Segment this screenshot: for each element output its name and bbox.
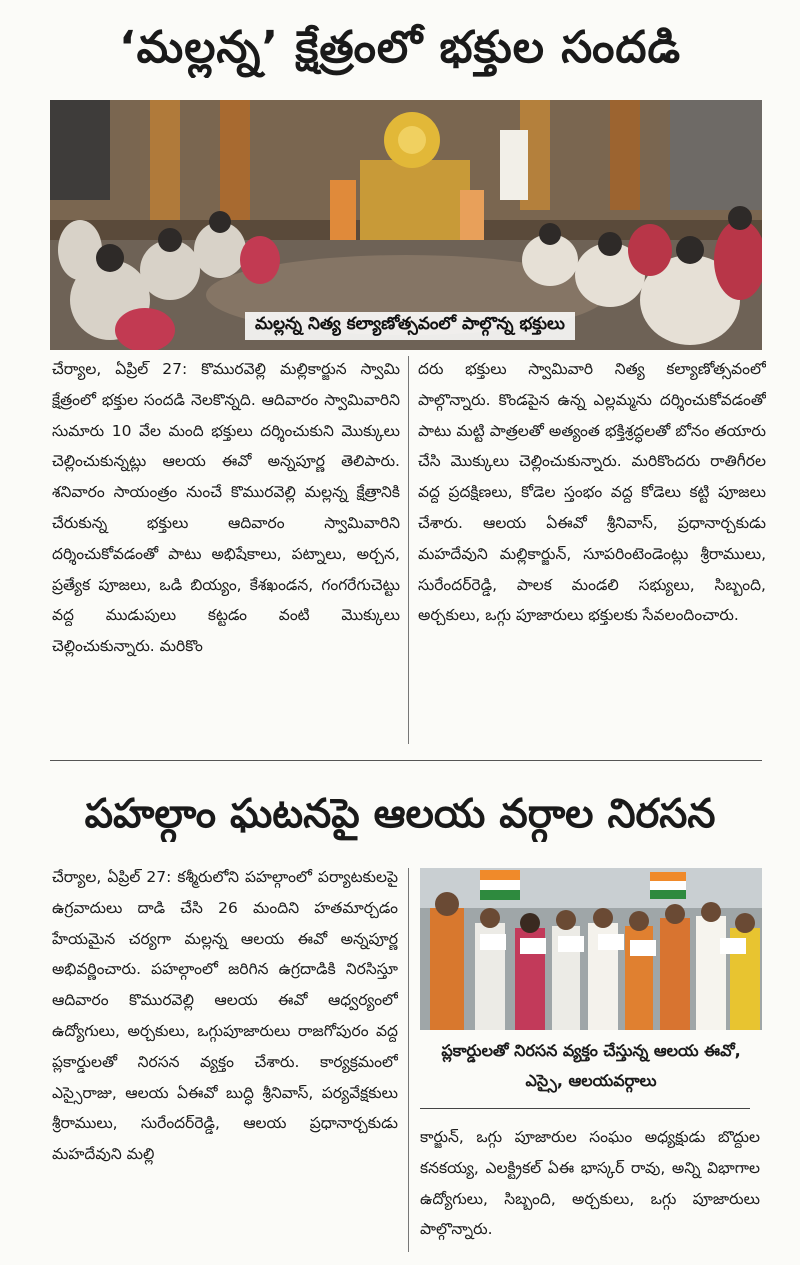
article-2-photo-caption: ప్లకార్డులతో నిరసన వ్యక్తం చేస్తున్న ఆలయ ఈవో, ఎస్సై, ఆలయవర్గాలు: [441, 1041, 741, 1090]
column-divider: [408, 868, 409, 1252]
article-separator: [50, 760, 762, 761]
article-1-body-column-2: దరు భక్తులు స్వామివారి నిత్య కల్యాణోత్సవంలో పాల్గొన్నారు. కొండపైన ఉన్న ఎల్లమ్మను దర్శించుకోవడంతో పాటు మట్టి పాత్రలతో అత్యంత భక్తిశ్రద్ధలతో బోనం తయారు చేసి మొక్కులు చెల్లించుకున్నారు. మరికొందరు రాతిగీరల వద్ద ప్రదక్షిణలు, కోడెల స్తంభం వద్ద కోడెలు కట్టి పూజలు చేశారు. ఆలయ ఏఈవో శ్రీనివాస్, ప్రధానార్చకుడు మహదేవుని మల్లికార్జున్, సూపరింటెండెంట్లు శ్రీరాములు, సురేందర్‌రెడ్డి, పాలక మండలి సభ్యులు, సిబ్బంది, అర్చకులు, ఒగ్గు పూజారులు భక్తులకు సేవలందించారు.: [418, 360, 766, 625]
article-1-body-column-1: చేర్యాల, ఏప్రిల్ 27: కొమురవెల్లి మల్లికార్జున స్వామి క్షేత్రంలో భక్తుల సందడి నెలకొన్నది. ఆదివారం స్వామివారిని సుమారు 10 వేల మంది భక్తులు దర్శించుకుని మొక్కులు చెల్లించుకున్నట్లు ఆలయ ఈవో అన్నపూర్ణ తెలిపారు. శనివారం సాయంత్రం నుంచే కొమురవెల్లి మల్లన్న క్షేత్రానికి చేరుకున్న భక్తులు ఆదివారం స్వామివారిని దర్శించుకోవడంతో పాటు అభిషేకాలు, పట్నాలు, అర్చన, ప్రత్యేక పూజలు, ఒడి బియ్యం, కేశఖండన, గంగరేగుచెట్టు వద్ద ముడుపులు కట్టడం వంటి మొక్కులు చెల్లించుకున్నారు. మరికొం: [52, 360, 400, 656]
article-1-photo: [50, 100, 762, 350]
article-2-photo: [420, 868, 762, 1030]
protest-group-image: [420, 868, 762, 1030]
article-1-headline: ‘మల్లన్న’ క్షేత్రంలో భక్తుల సందడి: [118, 22, 682, 73]
column-divider: [408, 356, 409, 744]
caption-rule: [420, 1108, 750, 1109]
article-2-body-column-2: కార్జున్, ఒగ్గు పూజారుల సంఘం అధ్యక్షుడు బొద్దుల కనకయ్య, ఎలక్ట్రికల్ ఏఈ భాస్కర్ రావు, అన్ని విభాగాల ఉద్యోగులు, సిబ్బంది, అర్చకులు, ఒగ్గు పూజారులు పాల్గొన్నారు.: [420, 1128, 760, 1239]
article-2-body-column-1: చేర్యాల, ఏప్రిల్ 27: కశ్మీరులోని పహల్గాంలో పర్యాటకులపై ఉగ్రవాదులు దాడి చేసి 26 మందిని హతమార్చడం హేయమైన చర్యగా మల్లన్న ఆలయ ఈవో అన్నపూర్ణ అభివర్ణించారు. పహల్గాంలో జరిగిన ఉగ్రదాడికి నిరసిస్తూ ఆదివారం కొమురవెల్లి ఆలయ ఈవో ఆధ్వర్యంలో ఉద్యోగులు, అర్చకులు, ఒగ్గుపూజారులు రాజగోపురం వద్ద ప్లకార్డులతో నిరసన వ్యక్తం చేశారు. కార్యక్రమంలో ఎస్సైరాజు, ఆలయ ఏఈవో బుద్ధి శ్రీనివాస్, పర్యవేక్షకులు శ్రీరాములు, సురేందర్‌రెడ్డి, ఆలయ ప్రధానార్చకుడు మహదేవుని మల్లి: [52, 868, 398, 1164]
article-1-photo-caption: మల్లన్న నిత్య కల్యాణోత్సవంలో పాల్గొన్న భక్తులు: [245, 312, 575, 340]
article-2-headline: పహల్గాం ఘటనపై ఆలయ వర్గాల నిరసన: [84, 791, 716, 837]
